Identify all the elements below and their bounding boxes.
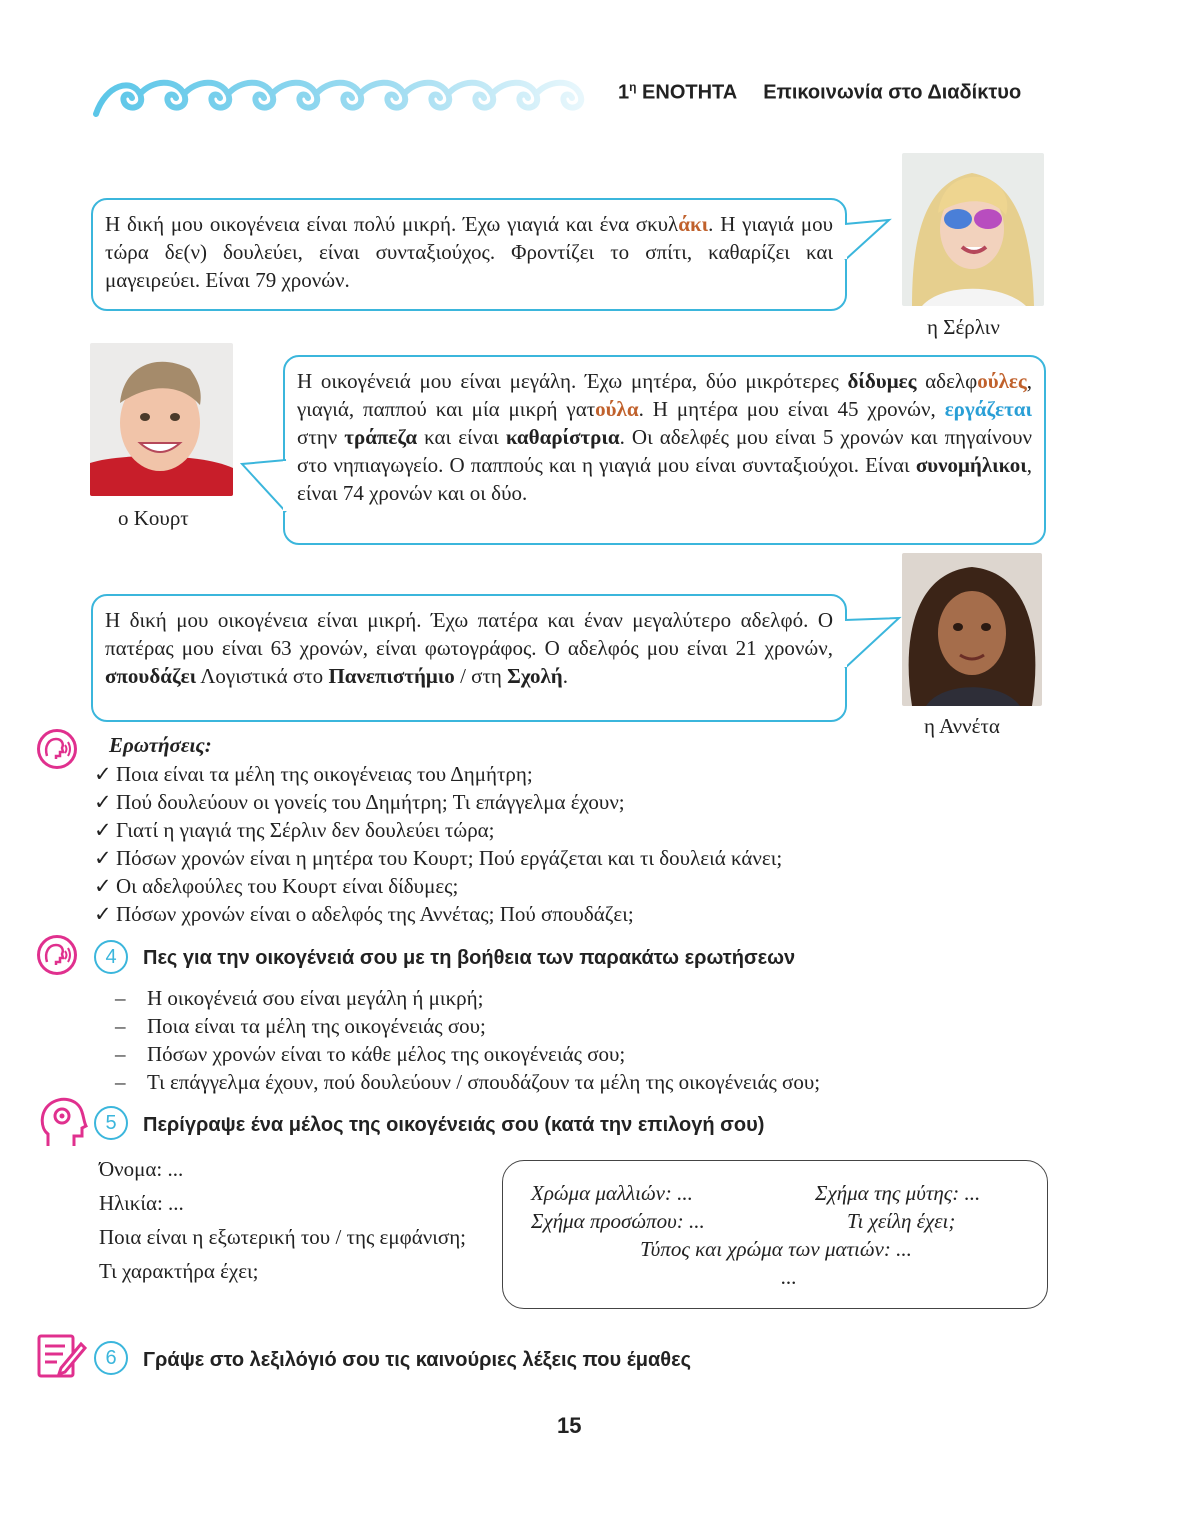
appearance-hints-box bbox=[502, 1160, 1048, 1309]
dash-bullet: – bbox=[115, 1014, 126, 1038]
check-mark: ✓ bbox=[94, 762, 112, 786]
hint-nose: Σχήμα της μύτης: ... bbox=[815, 1181, 981, 1205]
question-text: Ποια είναι τα μέλη της οικογένειας του Δημήτρη; bbox=[116, 762, 533, 786]
task6-title: Γράψε στο λεξιλόγιό σου τις καινούριες λέξεις που έμαθες bbox=[143, 1349, 691, 1371]
dash-bullet: – bbox=[115, 986, 126, 1010]
bubble-text: Η δική μου οικογένεια είναι πολύ μικρή. Έχω γιαγιά και ένα σκυλ bbox=[105, 212, 679, 236]
bubble-text: , είναι 74 χρονών και οι δύο. bbox=[297, 453, 1032, 505]
bubble-text: . bbox=[562, 664, 568, 688]
bubble-text: . Η γιαγιά μου τώρα δε(ν) δουλεύει, είναι συνταξιούχος. Φροντίζει το σπίτι, καθαρίζει και μαγειρεύει. Είναι 79 χρονών. bbox=[105, 212, 834, 292]
highlight-suffix: άκι bbox=[678, 212, 709, 236]
list-item bbox=[94, 900, 782, 928]
highlight-suffix: ούλα bbox=[595, 397, 639, 421]
bubble-text: . Η μητέρα μου είναι 45 χρονών, bbox=[638, 397, 945, 421]
bold-word: Πανεπιστήμιο bbox=[328, 664, 455, 688]
bubble-text: αδελφ bbox=[916, 369, 978, 393]
unit-header bbox=[618, 80, 1021, 105]
prompt-text: Ποια είναι τα μέλη της οικογένειάς σου; bbox=[147, 1014, 486, 1038]
bubble-text: Λογιστικά στο bbox=[196, 664, 329, 688]
field-age: Ηλικία: ... bbox=[99, 1191, 184, 1215]
field-name: Όνομα: ... bbox=[99, 1157, 184, 1181]
bubble-text: / στη bbox=[454, 664, 508, 688]
bubble-tail-anneta bbox=[843, 612, 903, 682]
task5-title: Περίγραψε ένα μέλος της οικογένειάς σου (κατά την επιλογή σου) bbox=[143, 1114, 765, 1136]
photo-serlin bbox=[902, 153, 1044, 306]
bubble-text: και είναι bbox=[417, 425, 506, 449]
bold-word: τράπεζα bbox=[344, 425, 418, 449]
hint-eyes: Τύπος και χρώμα των ματιών: ... bbox=[640, 1237, 912, 1261]
prompt-text: Τι επάγγελμα έχουν, πού δουλεύουν / σπουδάζουν τα μέλη της οικογένειάς σου; bbox=[147, 1070, 821, 1094]
question-text: Πού δουλεύουν οι γονείς του Δημήτρη; Τι επάγγελμα έχουν; bbox=[116, 790, 625, 814]
caption-anneta: η Αννέτα bbox=[924, 714, 1000, 738]
task-number-badge: 6 bbox=[94, 1341, 128, 1375]
bubble-tail-kurt bbox=[238, 456, 288, 518]
question-text: Πόσων χρονών είναι ο αδελφός της Αννέτας; Πού σπουδάζει; bbox=[116, 902, 634, 926]
bold-word: σπουδάζει bbox=[105, 664, 197, 688]
page-number: 15 bbox=[557, 1413, 582, 1438]
questions-list bbox=[94, 760, 782, 928]
bubble-tail-serlin bbox=[843, 216, 893, 276]
unit-title: Επικοινωνία στο Διαδίκτυο bbox=[763, 81, 1022, 104]
photo-anneta bbox=[902, 553, 1042, 706]
field-appearance: Ποια είναι η εξωτερική του / της εμφάνιση; bbox=[99, 1225, 467, 1249]
list-item bbox=[94, 844, 782, 872]
list-item bbox=[115, 984, 820, 1012]
thinking-head-icon bbox=[38, 1094, 88, 1150]
task-number-badge: 5 bbox=[94, 1106, 128, 1140]
check-mark: ✓ bbox=[94, 846, 112, 870]
prompt-text: Η οικογένειά σου είναι μεγάλη ή μικρή; bbox=[147, 986, 484, 1010]
unit-number: 1 bbox=[618, 81, 630, 104]
photo-kurt bbox=[90, 343, 233, 496]
bubble-text: στην bbox=[297, 425, 345, 449]
speaking-icon bbox=[37, 935, 77, 975]
question-text: Οι αδελφούλες του Κουρτ είναι δίδυμες; bbox=[116, 874, 459, 898]
check-mark: ✓ bbox=[94, 790, 112, 814]
highlight-suffix: ούλες bbox=[977, 369, 1027, 393]
unit-label: ΕΝΟΤΗΤΑ bbox=[642, 81, 738, 104]
check-mark: ✓ bbox=[94, 874, 112, 898]
list-item bbox=[115, 1012, 820, 1040]
bold-word: συνομήλικοι bbox=[915, 453, 1027, 477]
writing-icon bbox=[37, 1332, 87, 1380]
hint-face: Σχήμα προσώπου: ... bbox=[531, 1209, 705, 1233]
speech-bubble-anneta bbox=[91, 594, 847, 722]
task4-title: Πες για την οικογένειά σου με τη βοήθεια των παρακάτω ερωτήσεων bbox=[143, 947, 796, 969]
bubble-text: . Οι αδελφές μου είναι 5 χρονών και πηγαίνουν στο νηπιαγωγείο. Ο παππούς και η γιαγιά μου είναι συνταξιούχοι. Είναι bbox=[297, 425, 1032, 477]
unit-superscript: η bbox=[629, 80, 637, 94]
field-character: Τι χαρακτήρα έχει; bbox=[99, 1259, 259, 1283]
question-text: Γιατί η γιαγιά της Σέρλιν δεν δουλεύει τώρα; bbox=[116, 818, 495, 842]
list-item bbox=[94, 872, 782, 900]
description-fields bbox=[99, 1155, 479, 1285]
hint-hair: Χρώμα μαλλιών: ... bbox=[531, 1181, 693, 1205]
bubble-text: Η οικογένειά μου είναι μεγάλη. Έχω μητέρα, δύο μικρότερες bbox=[297, 369, 848, 393]
task-number-badge: 4 bbox=[94, 940, 128, 974]
list-item bbox=[94, 816, 782, 844]
list-item bbox=[115, 1068, 820, 1096]
hint-more: ... bbox=[781, 1265, 797, 1289]
prompt-text: Πόσων χρονών είναι το κάθε μέλος της οικογένειάς σου; bbox=[147, 1042, 626, 1066]
list-item bbox=[115, 1040, 820, 1068]
dash-bullet: – bbox=[115, 1042, 126, 1066]
bold-word: καθαρίστρια bbox=[505, 425, 620, 449]
check-mark: ✓ bbox=[94, 902, 112, 926]
hint-lips: Τι χείλη έχει; bbox=[847, 1209, 956, 1233]
task4-list bbox=[115, 984, 820, 1096]
speech-bubble-serlin bbox=[91, 198, 847, 311]
questions-title: Ερωτήσεις: bbox=[109, 733, 212, 757]
bubble-text: Η δική μου οικογένεια είναι μικρή. Έχω πατέρα και έναν μεγαλύτερο αδελφό. Ο πατέρας μου είναι 63 χρονών, είναι φωτογράφος. Ο αδελφός μου είναι 21 χρονών, bbox=[105, 608, 833, 660]
speaking-icon bbox=[37, 729, 77, 769]
bold-word: δίδυμες bbox=[847, 369, 917, 393]
caption-kurt: ο Κουρτ bbox=[118, 506, 189, 530]
bubble-text: , γιαγιά, παππού και μία μικρή γατ bbox=[297, 369, 1032, 421]
dash-bullet: – bbox=[115, 1070, 126, 1094]
highlight-verb: εργάζεται bbox=[944, 397, 1032, 421]
question-text: Πόσων χρονών είναι η μητέρα του Κουρτ; Πού εργάζεται και τι δουλειά κάνει; bbox=[116, 846, 783, 870]
speech-bubble-kurt bbox=[283, 355, 1046, 545]
bold-word: Σχολή bbox=[507, 664, 563, 688]
list-item bbox=[94, 788, 782, 816]
list-item bbox=[94, 760, 782, 788]
check-mark: ✓ bbox=[94, 818, 112, 842]
header-wave-ornament bbox=[92, 74, 602, 118]
caption-serlin: η Σέρλιν bbox=[927, 315, 1000, 339]
